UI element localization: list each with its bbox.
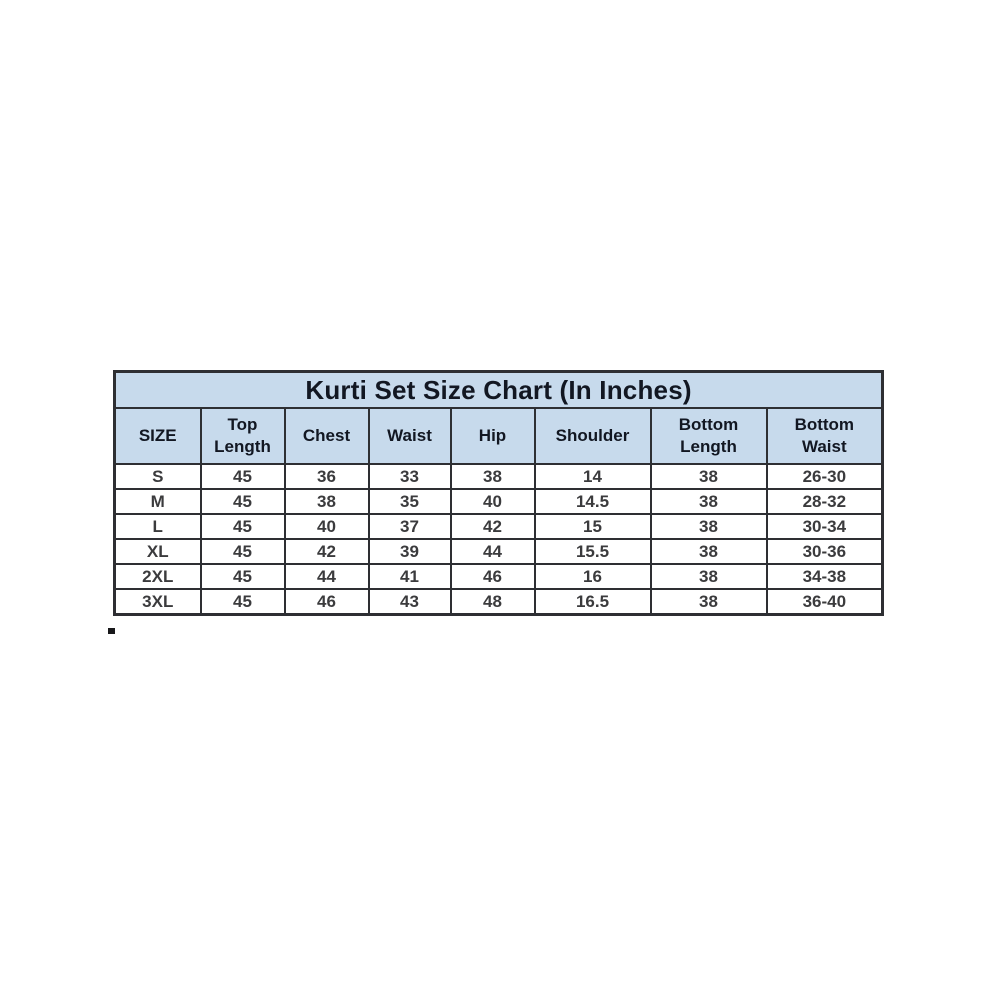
measurement-cell: 16.5 xyxy=(535,589,651,615)
title-row xyxy=(115,372,883,409)
measurement-cell: 45 xyxy=(201,539,285,564)
measurement-cell: 30-34 xyxy=(767,514,883,539)
measurement-cell: 39 xyxy=(369,539,451,564)
measurement-cell: 36-40 xyxy=(767,589,883,615)
measurement-cell: 44 xyxy=(451,539,535,564)
column-header-waist: Waist xyxy=(369,408,451,464)
column-header-chest: Chest xyxy=(285,408,369,464)
measurement-cell: 45 xyxy=(201,589,285,615)
measurement-cell: 41 xyxy=(369,564,451,589)
measurement-cell: 38 xyxy=(651,489,767,514)
size-cell: S xyxy=(115,464,201,489)
measurement-cell: 38 xyxy=(451,464,535,489)
measurement-cell: 15 xyxy=(535,514,651,539)
size-chart-container xyxy=(113,370,884,616)
measurement-cell: 14 xyxy=(535,464,651,489)
measurement-cell: 46 xyxy=(285,589,369,615)
measurement-cell: 38 xyxy=(651,589,767,615)
measurement-cell: 40 xyxy=(285,514,369,539)
chart-title: Kurti Set Size Chart (In Inches) xyxy=(115,372,883,409)
column-header-shoulder: Shoulder xyxy=(535,408,651,464)
measurement-cell: 28-32 xyxy=(767,489,883,514)
measurement-cell: 35 xyxy=(369,489,451,514)
size-cell: XL xyxy=(115,539,201,564)
measurement-cell: 45 xyxy=(201,464,285,489)
column-header-top-length: Top Length xyxy=(201,408,285,464)
measurement-cell: 43 xyxy=(369,589,451,615)
size-cell: M xyxy=(115,489,201,514)
size-chart-table xyxy=(113,370,884,616)
measurement-cell: 42 xyxy=(451,514,535,539)
measurement-cell: 48 xyxy=(451,589,535,615)
column-header-size: SIZE xyxy=(115,408,201,464)
table-row xyxy=(115,589,883,615)
measurement-cell: 15.5 xyxy=(535,539,651,564)
size-cell: 2XL xyxy=(115,564,201,589)
measurement-cell: 42 xyxy=(285,539,369,564)
table-row xyxy=(115,489,883,514)
measurement-cell: 44 xyxy=(285,564,369,589)
measurement-cell: 46 xyxy=(451,564,535,589)
measurement-cell: 38 xyxy=(651,539,767,564)
table-row xyxy=(115,564,883,589)
measurement-cell: 14.5 xyxy=(535,489,651,514)
measurement-cell: 45 xyxy=(201,489,285,514)
column-header-bottom-waist: Bottom Waist xyxy=(767,408,883,464)
measurement-cell: 34-38 xyxy=(767,564,883,589)
measurement-cell: 33 xyxy=(369,464,451,489)
measurement-cell: 38 xyxy=(285,489,369,514)
measurement-cell: 36 xyxy=(285,464,369,489)
column-header-bottom-length: Bottom Length xyxy=(651,408,767,464)
measurement-cell: 40 xyxy=(451,489,535,514)
corner-artifact xyxy=(108,628,115,634)
measurement-cell: 16 xyxy=(535,564,651,589)
column-header-hip: Hip xyxy=(451,408,535,464)
measurement-cell: 45 xyxy=(201,564,285,589)
table-row xyxy=(115,514,883,539)
size-cell: L xyxy=(115,514,201,539)
measurement-cell: 38 xyxy=(651,464,767,489)
measurement-cell: 30-36 xyxy=(767,539,883,564)
measurement-cell: 45 xyxy=(201,514,285,539)
measurement-cell: 37 xyxy=(369,514,451,539)
table-row xyxy=(115,539,883,564)
measurement-cell: 26-30 xyxy=(767,464,883,489)
header-row xyxy=(115,408,883,464)
size-cell: 3XL xyxy=(115,589,201,615)
measurement-cell: 38 xyxy=(651,514,767,539)
table-row xyxy=(115,464,883,489)
measurement-cell: 38 xyxy=(651,564,767,589)
